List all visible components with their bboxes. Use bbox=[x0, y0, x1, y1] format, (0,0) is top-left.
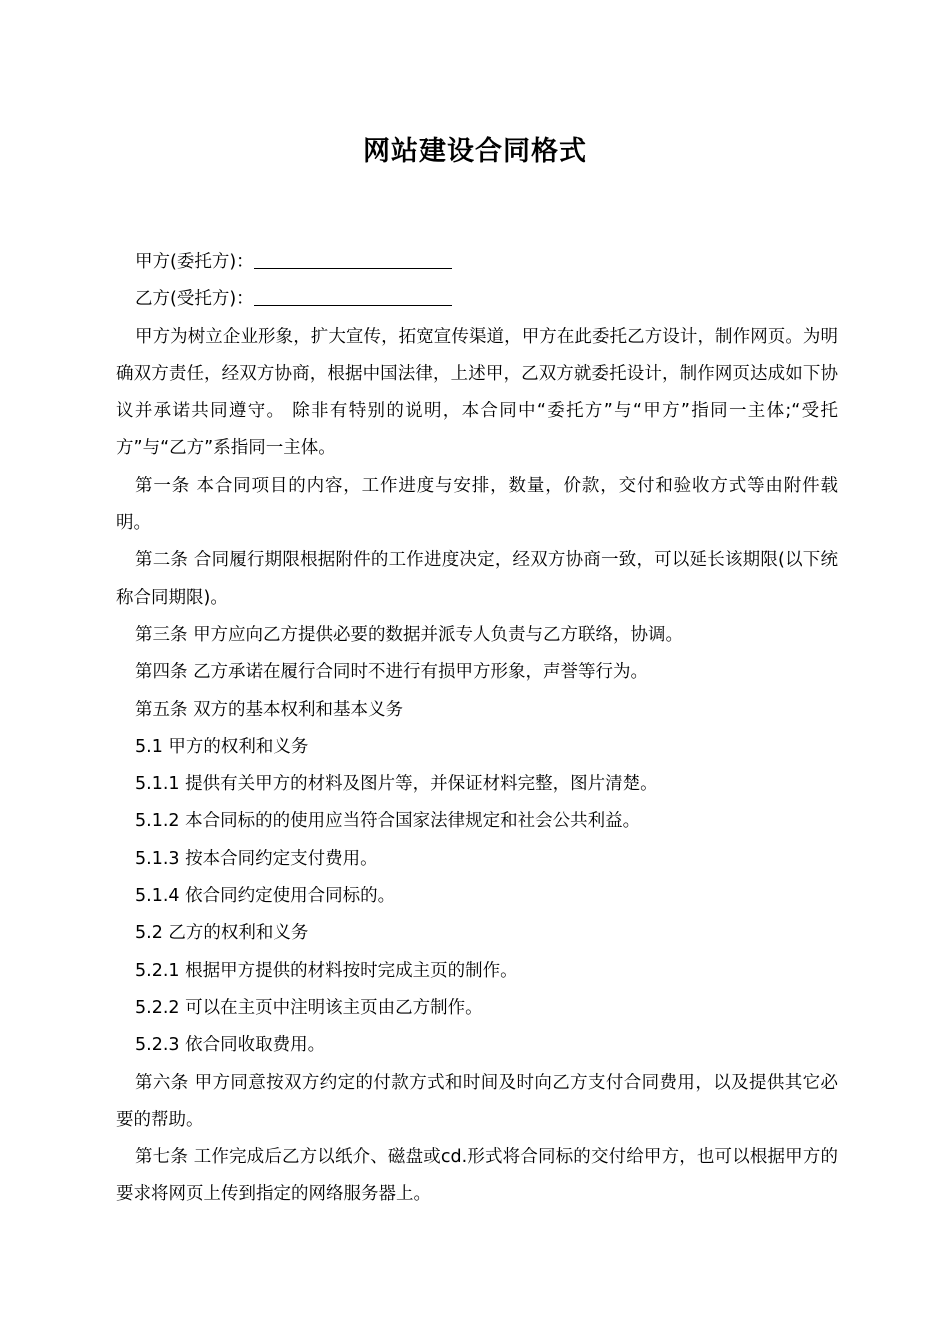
clause-5-2-2: 5.2.2 可以在主页中注明该主页由乙方制作。 bbox=[135, 997, 483, 1018]
clause-5-1: 5.1 甲方的权利和义务 bbox=[135, 736, 309, 757]
clause-5-2-1: 5.2.1 根据甲方提供的材料按时完成主页的制作。 bbox=[135, 960, 518, 981]
clause-5-1-1: 5.1.1 提供有关甲方的材料及图片等，并保证材料完整，图片清楚。 bbox=[135, 774, 658, 795]
article-1: 第一条 本合同项目的内容，工作进度与安排，数量，价款，交付和验收方式等由附件载明。 bbox=[116, 475, 838, 534]
party-b-line bbox=[116, 281, 838, 318]
article-6: 第六条 甲方同意按双方约定的付款方式和时间及时向乙方支付合同费用，以及提供其它必要的帮助。 bbox=[116, 1072, 838, 1130]
preamble-paragraph: 甲方为树立企业形象，扩大宣传，拓宽宣传渠道，甲方在此委托乙方设计，制作网页。为明确双方责任，经双方协商，根据中国法律，上述甲，乙双方就委托设计，制作网页达成如下协议并承诺共同遵守。 除非有特别的说明，本合同中“委托方”与“甲方”指同一主体;“受托方”与“乙方”系指同一主体。 bbox=[116, 326, 838, 459]
party-a-line bbox=[116, 244, 838, 281]
party-b-blank-field bbox=[254, 283, 452, 306]
clause-5-1-3: 5.1.3 按本合同约定支付费用。 bbox=[135, 848, 378, 869]
article-7: 第七条 工作完成后乙方以纸介、磁盘或cd.形式将合同标的交付给甲方，也可以根据甲方的要求将网页上传到指定的网络服务器上。 bbox=[116, 1147, 838, 1205]
article-2: 第二条 合同履行期限根据附件的工作进度决定，经双方协商一致，可以延长该期限(以下统称合同期限)。 bbox=[116, 550, 838, 608]
party-a-label: 甲方(委托方)： bbox=[135, 252, 254, 272]
clause-5-1-4: 5.1.4 依合同约定使用合同标的。 bbox=[135, 886, 396, 907]
party-a-blank-field bbox=[254, 246, 452, 269]
clause-5-1-2: 5.1.2 本合同标的的使用应当符合国家法律规定和社会公共利益。 bbox=[135, 811, 641, 832]
party-b-label: 乙方(受托方)： bbox=[135, 289, 254, 310]
clause-5-2: 5.2 乙方的权利和义务 bbox=[135, 923, 309, 944]
document-title: 网站建设合同格式 bbox=[363, 136, 587, 167]
article-3: 第三条 甲方应向乙方提供必要的数据并派专人负责与乙方联络，协调。 bbox=[135, 624, 684, 645]
article-4: 第四条 乙方承诺在履行合同时不进行有损甲方形象，声誉等行为。 bbox=[135, 662, 649, 683]
article-5: 第五条 双方的基本权利和基本义务 bbox=[135, 699, 404, 720]
clause-5-2-3: 5.2.3 依合同收取费用。 bbox=[135, 1035, 326, 1056]
contract-body bbox=[116, 244, 838, 1214]
